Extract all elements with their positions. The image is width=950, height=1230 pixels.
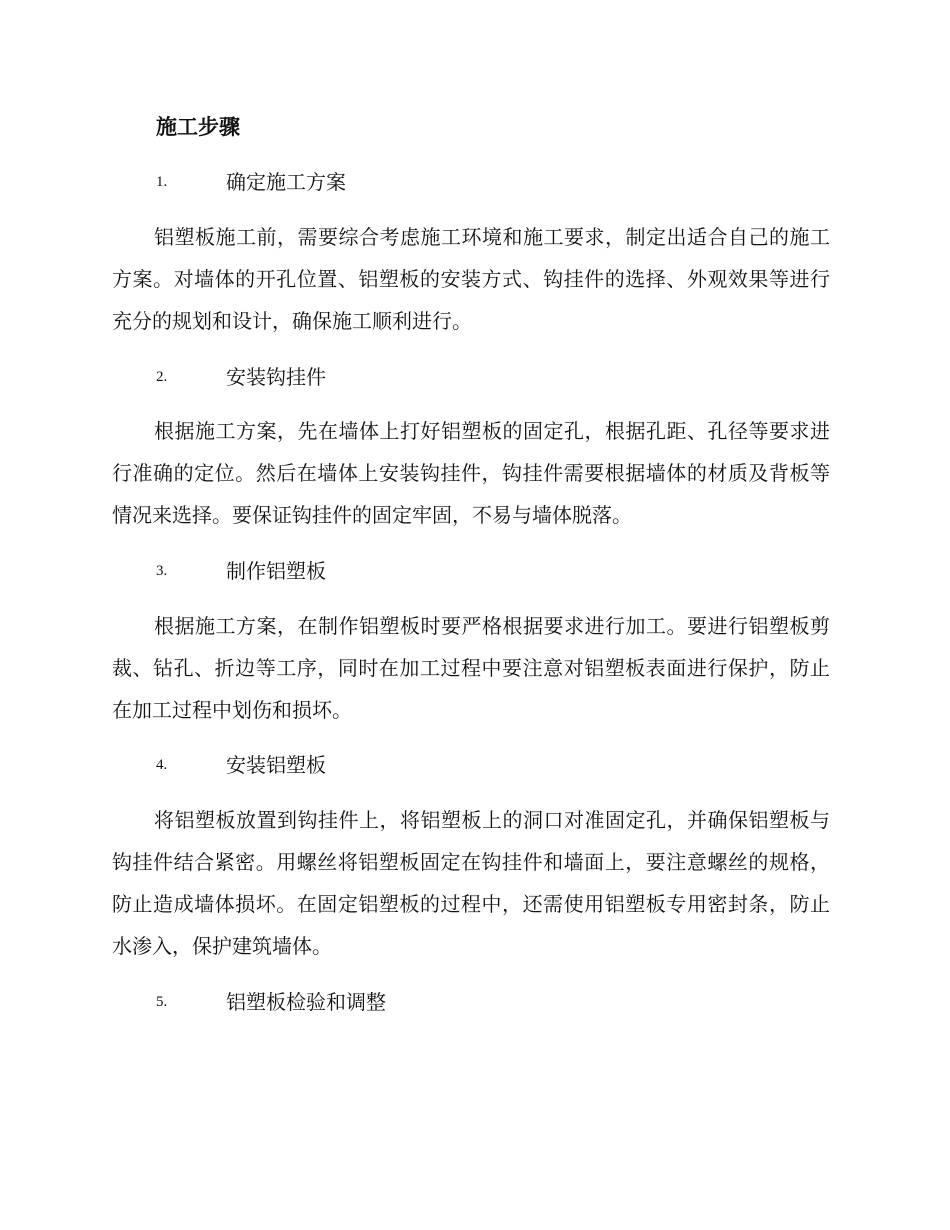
step-1-header (0, 167, 950, 197)
step-4-body: 将铝塑板放置到钩挂件上，将铝塑板上的洞口对准固定孔，并确保铝塑板与钩挂件结合紧密。用螺丝将铝塑板固定在钩挂件和墙面上，要注意螺丝的规格，防止造成墙体损坏。在固定铝塑板的过程中，还需使用铝塑板专用密封条，防止水渗入，保护建筑墙体。 (112, 808, 830, 958)
step-2-header (0, 362, 950, 392)
step-3-header (0, 556, 950, 586)
step-5-header (0, 987, 950, 1017)
step-4-header (0, 750, 950, 780)
step-title: 安装铝塑板 (226, 753, 326, 777)
step-title: 安装钩挂件 (226, 365, 326, 389)
document-heading: 施工步骤 (156, 115, 240, 139)
step-1-body: 铝塑板施工前，需要综合考虑施工环境和施工要求，制定出适合自己的施工方案。对墙体的开孔位置、铝塑板的安装方式、钩挂件的选择、外观效果等进行充分的规划和设计，确保施工顺利进行。 (112, 225, 830, 333)
step-title: 铝塑板检验和调整 (226, 990, 386, 1014)
step-number: 3. (156, 563, 168, 579)
step-number: 5. (156, 994, 168, 1010)
step-title: 确定施工方案 (226, 170, 346, 194)
step-2-body: 根据施工方案，先在墙体上打好铝塑板的固定孔，根据孔距、孔径等要求进行准确的定位。然后在墙体上安装钩挂件，钩挂件需要根据墙体的材质及背板等情况来选择。要保证钩挂件的固定牢固，不易与墙体脱落。 (112, 419, 830, 527)
step-3-body: 根据施工方案，在制作铝塑板时要严格根据要求进行加工。要进行铝塑板剪裁、钻孔、折边等工序，同时在加工过程中要注意对铝塑板表面进行保护，防止在加工过程中划伤和损坏。 (112, 614, 830, 722)
step-number: 2. (156, 369, 168, 385)
step-title: 制作铝塑板 (226, 559, 326, 583)
step-number: 4. (156, 757, 168, 773)
step-number: 1. (156, 174, 168, 190)
